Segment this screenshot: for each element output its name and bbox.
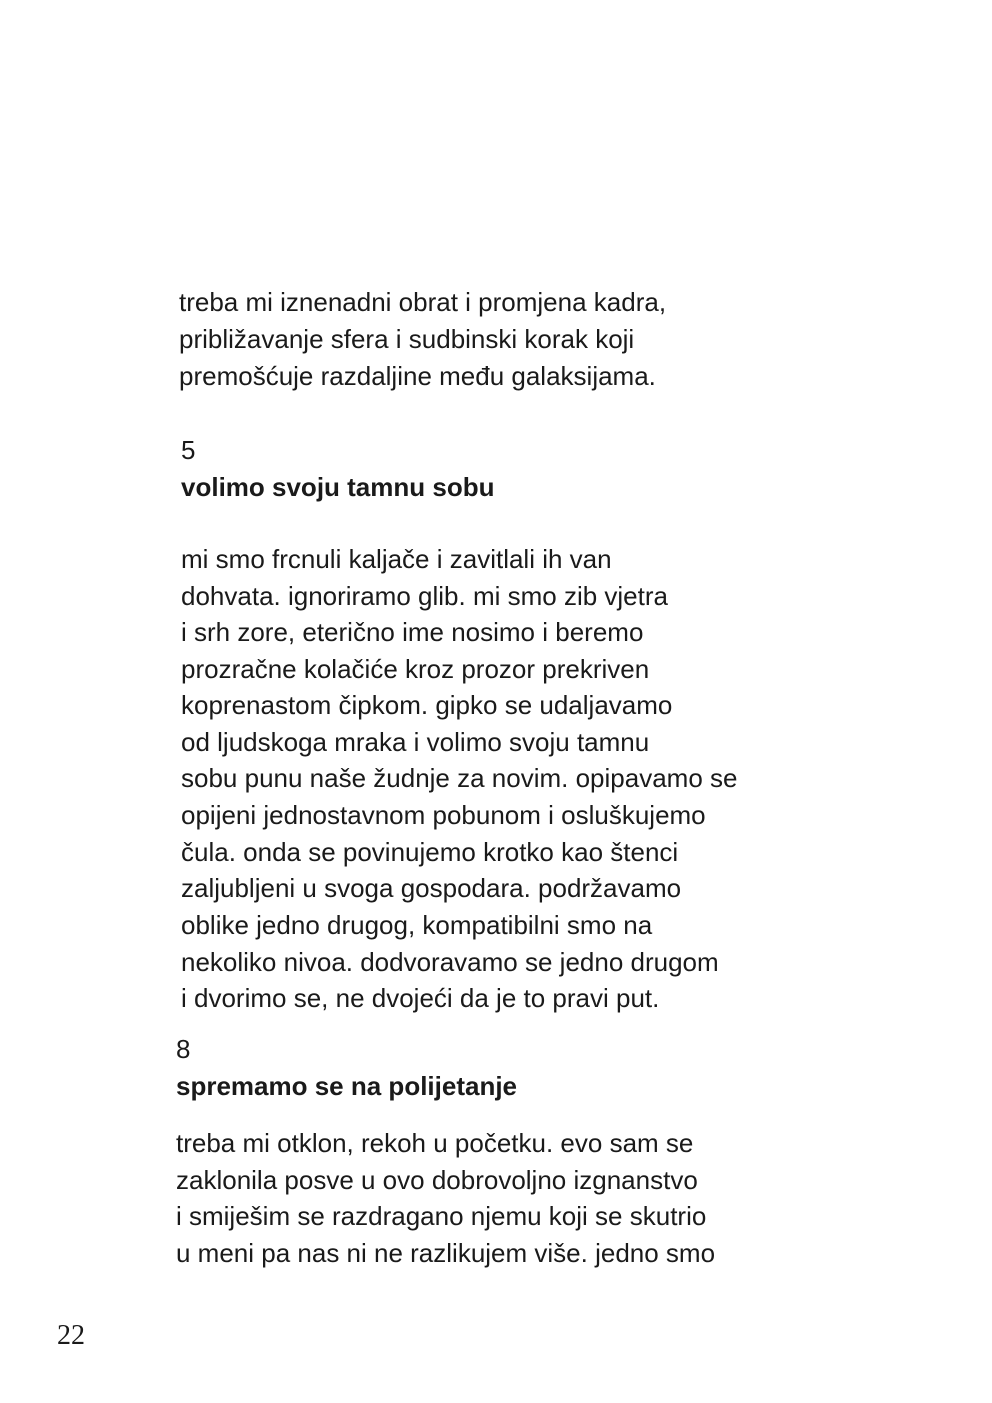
section-title: spremamo se na polijetanje — [176, 1071, 518, 1101]
text-line: u meni pa nas ni ne razlikujem više. jedno smo — [176, 1238, 716, 1268]
text-line: čula. onda se povinujemo krotko kao štenci — [181, 837, 679, 867]
text-line: zaljubljeni u svoga gospodara. podržavamo — [181, 873, 682, 903]
text-line: dohvata. ignoriramo glib. mi smo zib vjetra — [181, 581, 668, 611]
text-line: i smiješim se razdragano njemu koji se skutrio — [176, 1201, 707, 1231]
text-line: opijeni jednostavnom pobunom i osluškujemo — [181, 800, 706, 830]
section-title: volimo svoju tamnu sobu — [181, 472, 495, 502]
page-number: 22 — [57, 1320, 85, 1351]
text-line: sobu punu naše žudnje za novim. opipavamo se — [181, 763, 738, 793]
text-line: i dvorimo se, ne dvojeći da je to pravi put. — [181, 983, 660, 1013]
text-line: treba mi iznenadni obrat i promjena kadra, — [179, 287, 667, 317]
text-line: od ljudskoga mraka i volimo svoju tamnu — [181, 727, 650, 757]
text-line: premošćuje razdaljine među galaksijama. — [179, 361, 656, 391]
text-line: mi smo frcnuli kaljače i zavitlali ih van — [181, 544, 612, 574]
text-line: oblike jedno drugog, kompatibilni smo na — [181, 910, 653, 940]
text-line: zaklonila posve u ovo dobrovoljno izgnanstvo — [176, 1165, 698, 1195]
section-number: 5 — [181, 435, 196, 465]
text-line: koprenastom čipkom. gipko se udaljavamo — [181, 690, 673, 720]
text-line: približavanje sfera i sudbinski korak koji — [179, 324, 635, 354]
text-line: nekoliko nivoa. dodvoravamo se jedno drugom — [181, 947, 719, 977]
text-line: prozračne kolačiće kroz prozor prekriven — [181, 654, 650, 684]
text-line: treba mi otklon, rekoh u početku. evo sam se — [176, 1128, 694, 1158]
section-number: 8 — [176, 1034, 191, 1064]
text-line: i srh zore, eterično ime nosimo i beremo — [181, 617, 644, 647]
